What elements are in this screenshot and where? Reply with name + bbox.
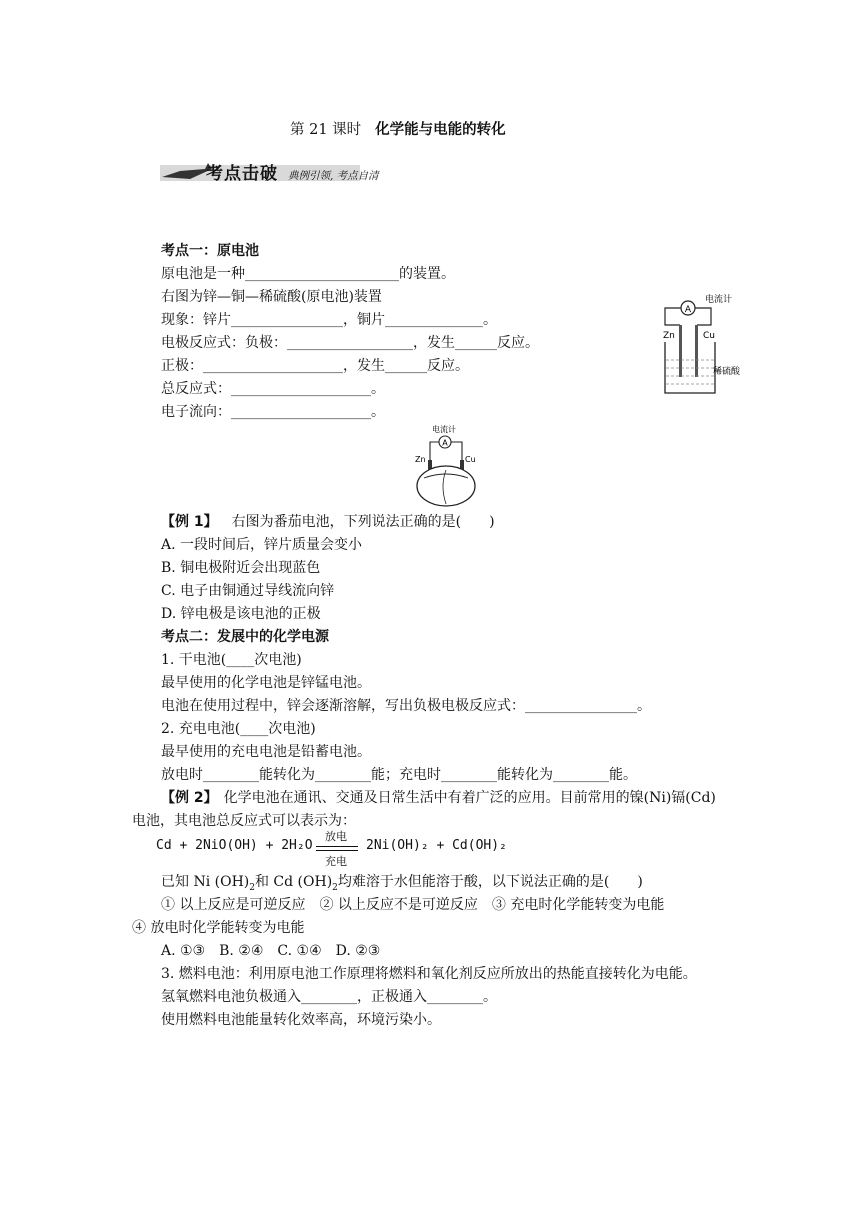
ammeter-symbol: A <box>684 305 692 315</box>
text-line: 2. 充电电池(____次电池) <box>161 721 316 737</box>
tomato <box>417 466 475 506</box>
banner-title: 考点击破 <box>206 164 278 184</box>
text-line: 最早使用的充电电池是铅蓄电池。 <box>161 744 371 760</box>
known-condition: 已知 Ni $(OH)_2$和 Cd $(OH)_2$均难溶于水但能溶于酸，以下说法正确的是( ) <box>161 874 643 893</box>
equation-right: 2Ni(OH)₂ + Cd(OH)₂ <box>366 838 507 853</box>
text-line: 放电时________能转化为________能；充电时________能转化为________能。 <box>161 767 637 783</box>
ammeter-label: 电流计 <box>705 295 733 305</box>
beaker <box>665 342 715 393</box>
acid-label: 稀硫酸 <box>713 367 741 377</box>
ammeter-symbol: A <box>442 438 448 448</box>
example-2-line-2: 电池，其电池总反应式可以表示为： <box>132 813 356 829</box>
text-line: 电极反应式：负极：__________________，发生______反应。 <box>161 335 539 351</box>
statement-line-2: ④ 放电时化学能转变为电能 <box>132 920 305 936</box>
banner-subtitle: 典例引领, 考点自清 <box>288 170 379 182</box>
cu-label: Cu <box>703 331 715 341</box>
text-line: 最早使用的化学电池是锌锰电池。 <box>161 675 371 691</box>
text-line: 使用燃料电池能量转化效率高，环境污染小。 <box>161 1012 441 1028</box>
equation-arrow <box>316 828 358 868</box>
text-line: 氢氧燃料电池负极通入________，正极通入________。 <box>161 989 497 1005</box>
statement-line-1: ① 以上反应是可逆反应 ② 以上反应不是可逆反应 ③ 充电时化学能转变为电能 <box>161 897 665 913</box>
tomato-battery-diagram <box>410 420 490 510</box>
example-2-line-1 <box>161 788 716 808</box>
text-line: 右图为锌—铜—稀硫酸(原电池)装置 <box>161 289 382 305</box>
text-line: 原电池是一种______________________的装置。 <box>161 266 455 282</box>
lesson-title: 化学能与电能的转化 <box>375 122 506 138</box>
copper-electrode <box>695 325 698 377</box>
example-2-text: 化学电池在通讯、交通及日常生活中有着广泛的应用。目前常用的镍(Ni)镉(Cd) <box>223 790 716 806</box>
option-d: D. 锌电极是该电池的正极 <box>161 606 321 622</box>
text-line: 现象：锌片________________，铜片______________。 <box>161 312 497 328</box>
section-banner <box>160 157 400 187</box>
zinc-electrode <box>679 325 682 377</box>
meter-label: 电流计 <box>432 425 456 434</box>
option-b: B. 铜电极附近会出现蓝色 <box>161 560 321 576</box>
section-1-heading: 考点一：原电池 <box>161 243 259 259</box>
cu-label: Cu <box>465 455 476 464</box>
tomato-battery-figure <box>410 420 490 510</box>
text-line: 总反应式：____________________。 <box>161 381 385 397</box>
text-line: 电池在使用过程中，锌会逐渐溶解，写出负极电极反应式：________________。 <box>161 698 651 714</box>
discharge-label: 放电 <box>325 830 347 843</box>
galvanic-cell-figure <box>655 290 775 400</box>
option-c: C. 电子由铜通过导线流向锌 <box>161 583 335 599</box>
text-line: 3. 燃料电池：利用原电池工作原理将燃料和氧化剂反应所放出的热能直接转化为电能。 <box>161 966 697 982</box>
text-line: 1. 干电池(____次电池) <box>161 652 302 668</box>
lesson-number: 第 21 课时 <box>290 122 362 138</box>
example-1-text: 右图为番茄电池，下列说法正确的是( ) <box>231 514 495 530</box>
example-1-label: 【例 1】 <box>161 514 218 530</box>
text-line: 电子流向：____________________。 <box>161 404 385 420</box>
example-2-label: 【例 2】 <box>161 790 218 806</box>
equation-left: Cd + 2NiO(OH) + 2H₂O <box>156 838 313 853</box>
galvanic-cell-diagram <box>655 290 775 400</box>
example-1-question <box>161 512 495 532</box>
page-title <box>290 118 506 139</box>
charge-label: 充电 <box>325 855 347 868</box>
answer-choices: A. ①③ B. ②④ C. ①④ D. ②③ <box>161 943 381 959</box>
section-2-heading: 考点二：发展中的化学电源 <box>161 629 329 645</box>
zn-label: Zn <box>663 331 675 341</box>
zn-label: Zn <box>415 455 426 464</box>
text-line: 正极：____________________，发生______反应。 <box>161 358 469 374</box>
option-a: A. 一段时间后，锌片质量会变小 <box>161 537 363 553</box>
